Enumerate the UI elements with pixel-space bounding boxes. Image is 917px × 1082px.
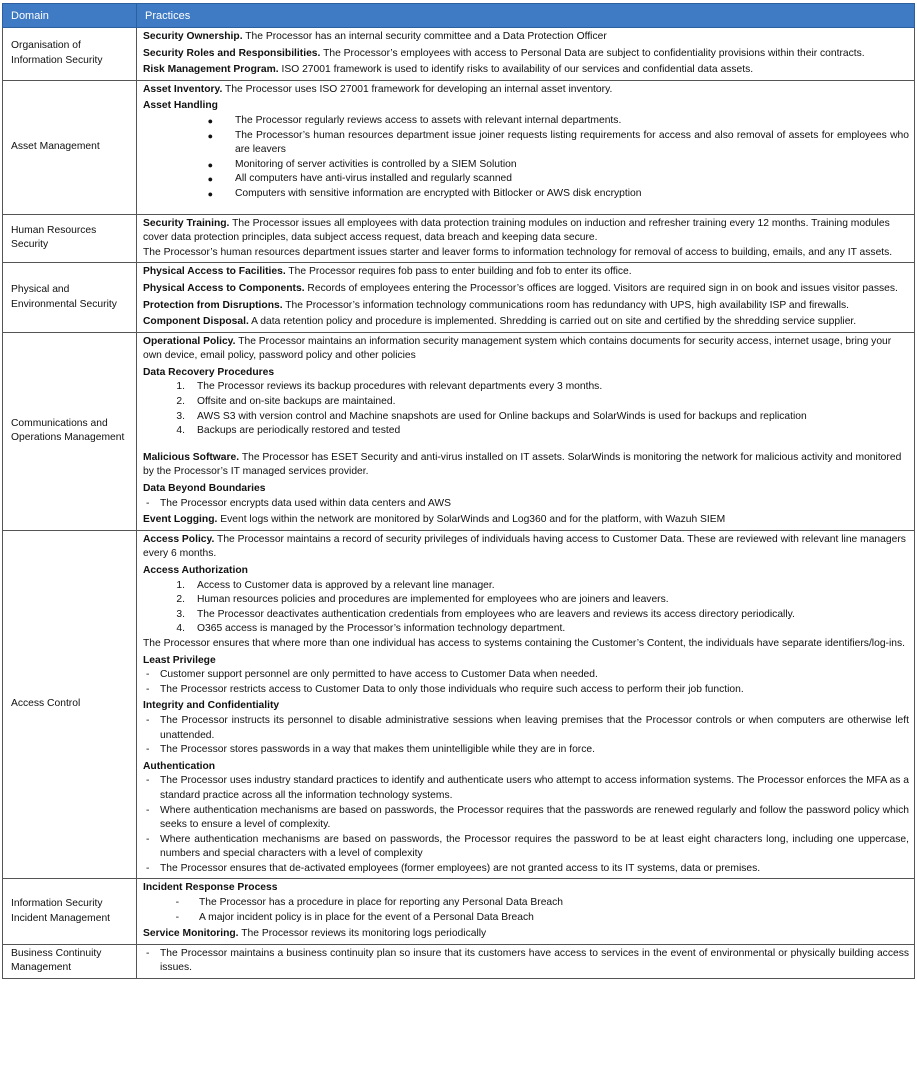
domain-cell: Asset Management	[3, 80, 137, 214]
practices-cell	[137, 530, 915, 879]
practice-text: The Processor’s information technology communications room has redundancy with UPS, high availability ISP and firewalls.	[282, 299, 850, 311]
bullet-icon: ●	[207, 188, 213, 199]
practice-title: Operational Policy.	[143, 335, 236, 347]
list-item-text: The Processor restricts access to Customer Data to only those individuals who require such access to perform their job function.	[160, 683, 744, 695]
subsection-heading	[143, 366, 909, 381]
list-item	[143, 424, 909, 439]
list-item	[143, 714, 909, 743]
table-header-row	[3, 4, 915, 28]
practice-paragraph	[143, 927, 909, 942]
practice-paragraph	[143, 533, 909, 562]
list-item	[143, 833, 909, 862]
security-practices-table	[2, 3, 915, 979]
domain-cell: Access Control	[3, 530, 137, 879]
practice-title: Security Ownership.	[143, 31, 243, 42]
list-marker: -	[146, 775, 150, 787]
practice-title: Protection from Disruptions.	[143, 299, 283, 311]
practice-text: The Processor requires fob pass to enter building and fob to enter its office.	[285, 266, 632, 278]
subsection-heading	[143, 881, 909, 896]
practice-text: The Processor issues all employees with data protection training modules on induction and refresher training every 12 months. Training modules cover data protection principles, data subject access request, data breach and keeping data secure.	[143, 217, 890, 244]
practice-paragraph	[143, 513, 909, 528]
practice-paragraph	[143, 265, 909, 280]
practices-cell	[137, 944, 915, 978]
table-row	[3, 944, 915, 978]
list-item	[143, 743, 909, 758]
list-item	[143, 862, 909, 877]
practice-text: The Processor maintains an information security management system which contains documents for security access, internet usage, bring your own device, email policy, password policy and other policies	[143, 335, 892, 362]
practice-title: Incident Response Process	[143, 882, 278, 894]
practice-paragraph	[143, 637, 909, 652]
list-item	[143, 158, 909, 173]
table-row	[3, 879, 915, 944]
practice-text: The Processor’s human resources department issues starter and leaver forms to information technology for removal of access to building, emails, and any IT assets.	[143, 246, 893, 258]
practice-text: The Processor uses ISO 27001 framework for developing an internal asset inventory.	[222, 83, 613, 95]
practice-paragraph	[143, 217, 909, 246]
list-item-text: The Processor instructs its personnel to disable administrative sessions when leaving premises that the Processor controls or when computers are otherwise left unattended.	[160, 714, 909, 741]
domain-cell: Human Resources Security	[3, 214, 137, 263]
practice-title: Service Monitoring.	[143, 928, 239, 940]
practice-paragraph	[143, 282, 909, 297]
list-marker: 1.	[176, 381, 185, 393]
list-item-text: Customer support personnel are only permitted to have access to Customer Data when needed.	[160, 669, 598, 681]
list-item	[143, 622, 909, 637]
practice-paragraph	[143, 315, 909, 330]
table-row	[3, 332, 915, 530]
practice-text: The Processor has ESET Security and anti-virus installed on IT assets. SolarWinds is monitoring the network for malicious activity and monitored by the Processor’s IT managed services provider.	[143, 451, 902, 478]
list-item-text: All computers have anti-virus installed and regularly scanned	[235, 173, 513, 185]
practice-title: Data Recovery Procedures	[143, 366, 275, 378]
list-item	[143, 380, 909, 395]
subsection-heading	[143, 699, 909, 714]
domain-cell: Physical and Environmental Security	[3, 263, 137, 332]
practice-title: Component Disposal.	[143, 316, 249, 328]
practice-paragraph	[143, 335, 909, 364]
list-item	[143, 593, 909, 608]
list-marker: -	[146, 744, 150, 756]
bullet-icon: ●	[207, 174, 213, 185]
list-item	[143, 683, 909, 698]
practice-title: Security Training.	[143, 217, 230, 229]
practice-title: Access Policy.	[143, 533, 215, 545]
list-marker: 3.	[176, 608, 185, 620]
list-marker: -	[146, 683, 150, 695]
list-item-text: Backups are periodically restored and tested	[197, 425, 401, 437]
practice-text: The Processor reviews its monitoring logs periodically	[238, 928, 487, 940]
practice-paragraph	[143, 30, 909, 45]
practice-text: Event logs within the network are monitored by SolarWinds and Log360 and for the platform, with Wazuh SIEM	[217, 514, 726, 526]
practice-paragraph	[143, 47, 909, 62]
practice-paragraph	[143, 63, 909, 78]
list-item	[143, 668, 909, 683]
list-item	[143, 114, 909, 129]
list-marker: -	[146, 497, 150, 509]
list-item	[143, 774, 909, 803]
practice-title: Asset Handling	[143, 100, 218, 112]
list-marker: -	[146, 862, 150, 874]
table-row	[3, 530, 915, 879]
list-item-text: Offsite and on-site backups are maintained.	[197, 396, 396, 408]
practice-title: Malicious Software.	[143, 451, 240, 463]
practice-title: Physical Access to Facilities.	[143, 266, 286, 278]
subsection-heading	[143, 482, 909, 497]
list-item-text: The Processor maintains a business continuity plan so insure that its customers have access to services in the event of environmental or physically building access issues.	[160, 947, 909, 974]
list-item-text: The Processor has a procedure in place for reporting any Personal Data Breach	[199, 897, 564, 909]
list-item-text: The Processor stores passwords in a way that makes them unintelligible while they are in force.	[160, 744, 595, 756]
practices-cell	[137, 80, 915, 214]
subsection-heading	[143, 654, 909, 669]
table-row	[3, 214, 915, 263]
list-item-text: AWS S3 with version control and Machine snapshots are used for Online backups and SolarWinds is used for backups and replication	[197, 410, 807, 422]
domain-column-header: Domain	[3, 4, 137, 28]
list-item-text: A major incident policy is in place for the event of a Personal Data Breach	[199, 911, 534, 923]
list-item	[143, 608, 909, 623]
practice-title: Access Authorization	[143, 565, 248, 576]
practices-cell	[137, 332, 915, 530]
list-item-text: O365 access is managed by the Processor’s information technology department.	[197, 623, 566, 635]
list-item	[143, 129, 909, 158]
bullet-icon: ●	[207, 159, 213, 170]
list-item	[143, 395, 909, 410]
practice-title: Security Roles and Responsibilities.	[143, 47, 321, 59]
list-marker: -	[146, 804, 150, 816]
practice-paragraph	[143, 299, 909, 314]
domain-cell: Business Continuity Management	[3, 944, 137, 978]
list-marker: -	[146, 669, 150, 681]
spacer	[143, 439, 909, 449]
practices-column-header: Practices	[137, 4, 915, 28]
list-marker: -	[146, 833, 150, 845]
bullet-icon: ●	[207, 115, 213, 126]
list-marker: 4.	[176, 425, 185, 437]
list-item-text: The Processor regularly reviews access to assets with relevant internal departments.	[235, 114, 622, 126]
list-item	[143, 947, 909, 976]
domain-cell: Communications and Operations Management	[3, 332, 137, 530]
list-item-text: The Processor encrypts data used within data centers and AWS	[160, 497, 451, 509]
subsection-heading	[143, 564, 909, 579]
practice-paragraph	[143, 451, 909, 480]
domain-cell: Organisation of Information Security	[3, 28, 137, 81]
list-item-text: The Processor reviews its backup procedures with relevant departments every 3 months.	[197, 381, 603, 393]
list-marker: -	[146, 714, 150, 726]
list-marker: 2.	[176, 594, 185, 606]
list-item-text: Monitoring of server activities is controlled by a SIEM Solution	[235, 158, 517, 170]
list-item	[143, 896, 909, 911]
practice-title: Data Beyond Boundaries	[143, 483, 266, 495]
list-marker: 4.	[176, 623, 185, 635]
list-item	[143, 497, 909, 512]
subsection-heading	[143, 99, 909, 114]
list-marker: -	[175, 897, 179, 909]
table-row	[3, 80, 915, 214]
list-marker: -	[175, 911, 179, 923]
list-item-text: Where authentication mechanisms are based on passwords, the Processor requires that the passwords are renewed regularly and follow the password policy which seeks to ensure a level of complexity.	[160, 804, 909, 831]
list-item	[143, 410, 909, 425]
practice-text: ISO 27001 framework is used to identify risks to availability of our services and confidential data assets.	[278, 64, 754, 76]
list-item-text: Where authentication mechanisms are based on passwords, the Processor requires the password to be at least eight characters long, including one uppercase, numbers and special characters with a level of complexity	[160, 833, 909, 860]
list-item-text: The Processor’s human resources department issue joiner requests listing requirements for access and also removal of assets for employees who are leavers	[235, 129, 909, 156]
list-item-text: The Processor deactivates authentication credentials from employees who are leavers and reviews its access directory periodically.	[197, 608, 795, 620]
practices-cell	[137, 28, 915, 81]
spacer	[143, 202, 909, 212]
practices-cell	[137, 214, 915, 263]
list-item-text: Computers with sensitive information are encrypted with Bitlocker or AWS disk encryption	[235, 187, 642, 199]
practice-paragraph	[143, 83, 909, 98]
list-item	[143, 804, 909, 833]
list-marker: -	[146, 947, 150, 959]
practice-title: Event Logging.	[143, 514, 218, 526]
practice-title: Integrity and Confidentiality	[143, 700, 280, 712]
practice-title: Authentication	[143, 760, 216, 772]
practice-text: The Processor has an internal security committee and a Data Protection Officer	[242, 31, 607, 42]
practices-cell	[137, 879, 915, 944]
list-item-text: Access to Customer data is approved by a relevant line manager.	[197, 579, 495, 591]
table-row	[3, 28, 915, 81]
list-item	[143, 172, 909, 187]
practice-text: Records of employees entering the Processor’s offices are logged. Visitors are required sign in on book and issues visitor passes.	[304, 282, 898, 294]
list-item	[143, 187, 909, 202]
list-marker: 1.	[176, 579, 185, 591]
practice-text: The Processor ensures that where more than one individual has access to systems containing the Customer’s Content, the individuals have separate identifiers/log-ins.	[143, 637, 905, 649]
list-item	[143, 911, 909, 926]
list-marker: 3.	[176, 410, 185, 422]
bullet-icon: ●	[207, 130, 213, 141]
list-item-text: The Processor uses industry standard practices to identify and authenticate users who attempt to access information systems. The Processor enforces the MFA as a standard practice across all the information technology systems.	[160, 775, 909, 801]
practice-title: Least Privilege	[143, 654, 216, 666]
list-item	[143, 579, 909, 594]
practices-cell	[137, 263, 915, 332]
practice-title: Asset Inventory.	[143, 83, 223, 95]
list-item-text: Human resources policies and procedures are implemented for employees who are joiners and leavers.	[197, 594, 669, 606]
practice-title: Risk Management Program.	[143, 64, 279, 76]
domain-cell: Information Security Incident Management	[3, 879, 137, 944]
practice-text: The Processor’s employees with access to Personal Data are subject to confidentiality provisions within their contracts.	[320, 47, 865, 59]
list-marker: 2.	[176, 396, 185, 408]
practice-title: Physical Access to Components.	[143, 282, 305, 294]
subsection-heading	[143, 760, 909, 775]
list-item-text: The Processor ensures that de-activated employees (former employees) are not granted access to its IT systems, data or premises.	[160, 862, 761, 874]
practice-text: A data retention policy and procedure is implemented. Shredding is carried out on site and certified by the shredding service supplier.	[248, 316, 857, 328]
practice-paragraph	[143, 246, 909, 261]
practice-text: The Processor maintains a record of security privileges of individuals having access to Customer Data. These are reviewed with relevant line managers every 6 months.	[143, 533, 906, 560]
table-row	[3, 263, 915, 332]
